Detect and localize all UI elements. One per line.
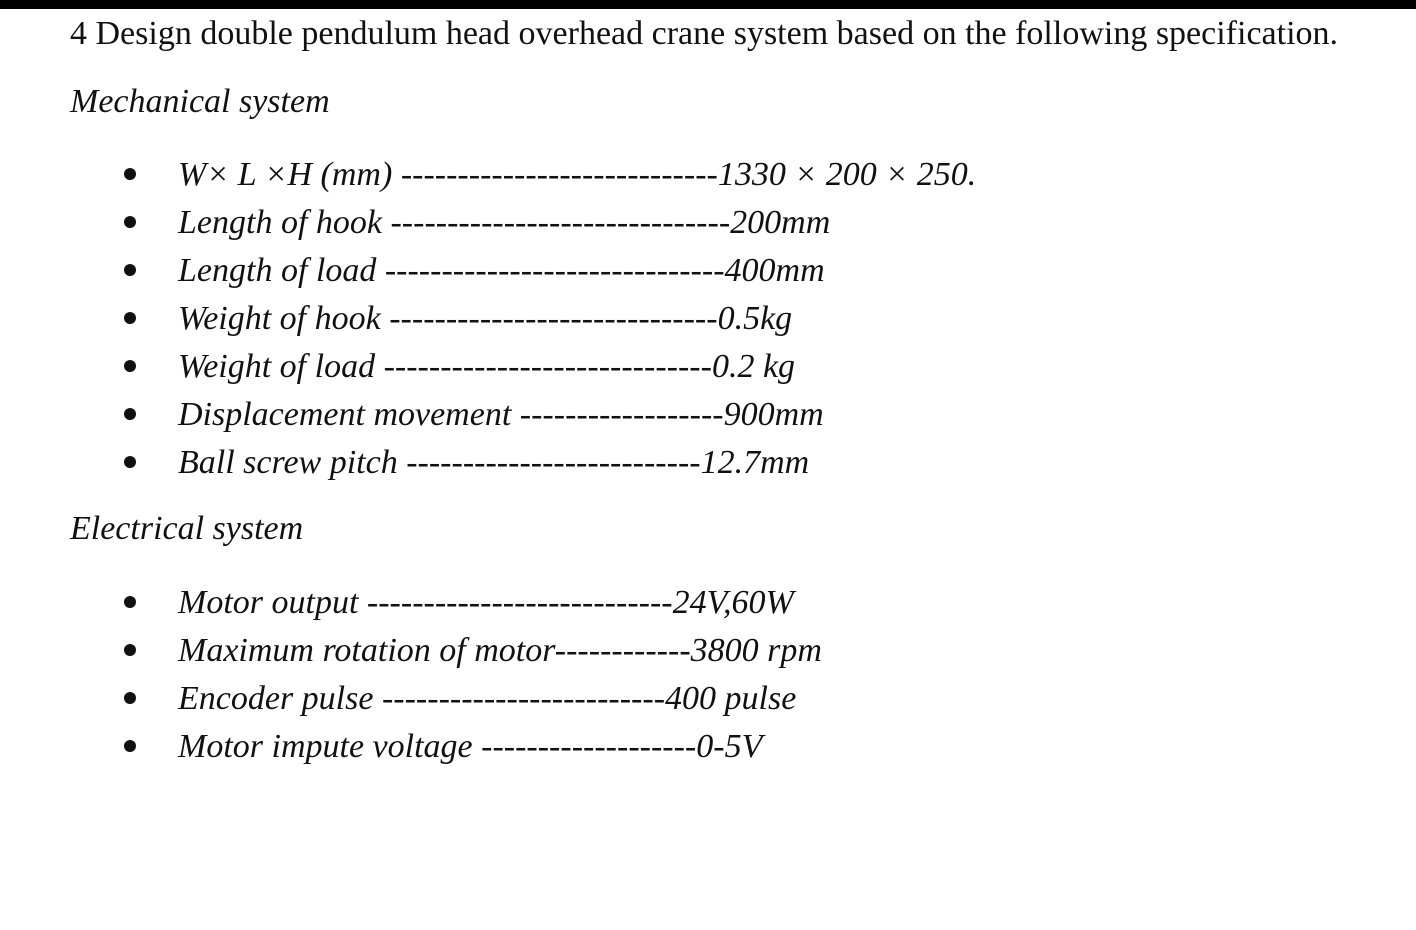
spec-item: [0, 583, 1416, 631]
electrical-spec-list: [0, 583, 1416, 775]
spec-value: 12.7mm: [700, 444, 810, 481]
leader-dashes: ----------------------------: [400, 156, 718, 193]
bullet-icon: [124, 408, 136, 420]
leader-dashes: ------------------: [519, 396, 724, 433]
spec-label: Length of hook: [178, 204, 391, 241]
leader-dashes: ------------: [554, 632, 691, 669]
bullet-icon: [124, 360, 136, 372]
spec-value: 400mm: [724, 252, 825, 289]
leader-dashes: -----------------------------: [389, 300, 718, 337]
spec-value: 1330 × 200 × 250.: [717, 156, 977, 193]
leader-dashes: ---------------------------: [366, 584, 673, 621]
spec-item: [0, 155, 1416, 203]
spec-value: 3800 rpm: [690, 632, 822, 669]
spec-label: W× L ×H (mm): [178, 156, 401, 193]
spec-label: Displacement movement: [178, 396, 520, 433]
spec-item: [0, 251, 1416, 299]
leader-dashes: -------------------------: [381, 680, 666, 717]
spec-label: Weight of hook: [178, 300, 390, 337]
bullet-icon: [124, 596, 136, 608]
bullet-icon: [124, 456, 136, 468]
spec-label: Motor impute voltage: [178, 728, 482, 765]
spec-item: [0, 631, 1416, 679]
leader-dashes: ------------------------------: [384, 252, 725, 289]
leader-dashes: ------------------------------: [390, 204, 731, 241]
mechanical-spec-list: [0, 155, 1416, 491]
spec-item: [0, 299, 1416, 347]
spec-label: Motor output: [178, 584, 367, 621]
bullet-icon: [124, 264, 136, 276]
spec-item: [0, 727, 1416, 775]
bullet-icon: [124, 312, 136, 324]
bullet-icon: [124, 692, 136, 704]
leader-dashes: -------------------: [481, 728, 697, 765]
spec-value: 200mm: [730, 204, 831, 241]
leader-dashes: -----------------------------: [383, 348, 712, 385]
bullet-icon: [124, 168, 136, 180]
spec-label: Maximum rotation of motor: [178, 632, 555, 669]
spec-value: 0.2 kg: [711, 348, 796, 385]
spec-item: [0, 443, 1416, 491]
spec-value: 400 pulse: [665, 680, 797, 717]
bullet-icon: [124, 644, 136, 656]
mechanical-system-heading: Mechanical system: [70, 83, 330, 120]
electrical-system-heading: Electrical system: [70, 510, 304, 547]
bullet-icon: [124, 740, 136, 752]
spec-value: 0.5kg: [717, 300, 793, 337]
spec-value: 900mm: [723, 396, 824, 433]
spec-label: Weight of load: [178, 348, 384, 385]
spec-label: Ball screw pitch: [178, 444, 407, 481]
spec-label: Encoder pulse: [178, 680, 382, 717]
spec-item: [0, 395, 1416, 443]
spec-value: 0-5V: [696, 728, 763, 765]
spec-label: Length of load: [178, 252, 385, 289]
spec-item: [0, 679, 1416, 727]
leader-dashes: --------------------------: [406, 444, 701, 481]
bullet-icon: [124, 216, 136, 228]
spec-item: [0, 203, 1416, 251]
spec-value: 24V,60W: [672, 584, 794, 621]
spec-item: [0, 347, 1416, 395]
question-text: 4 Design double pendulum head overhead crane system based on the following specification.: [70, 15, 1339, 52]
